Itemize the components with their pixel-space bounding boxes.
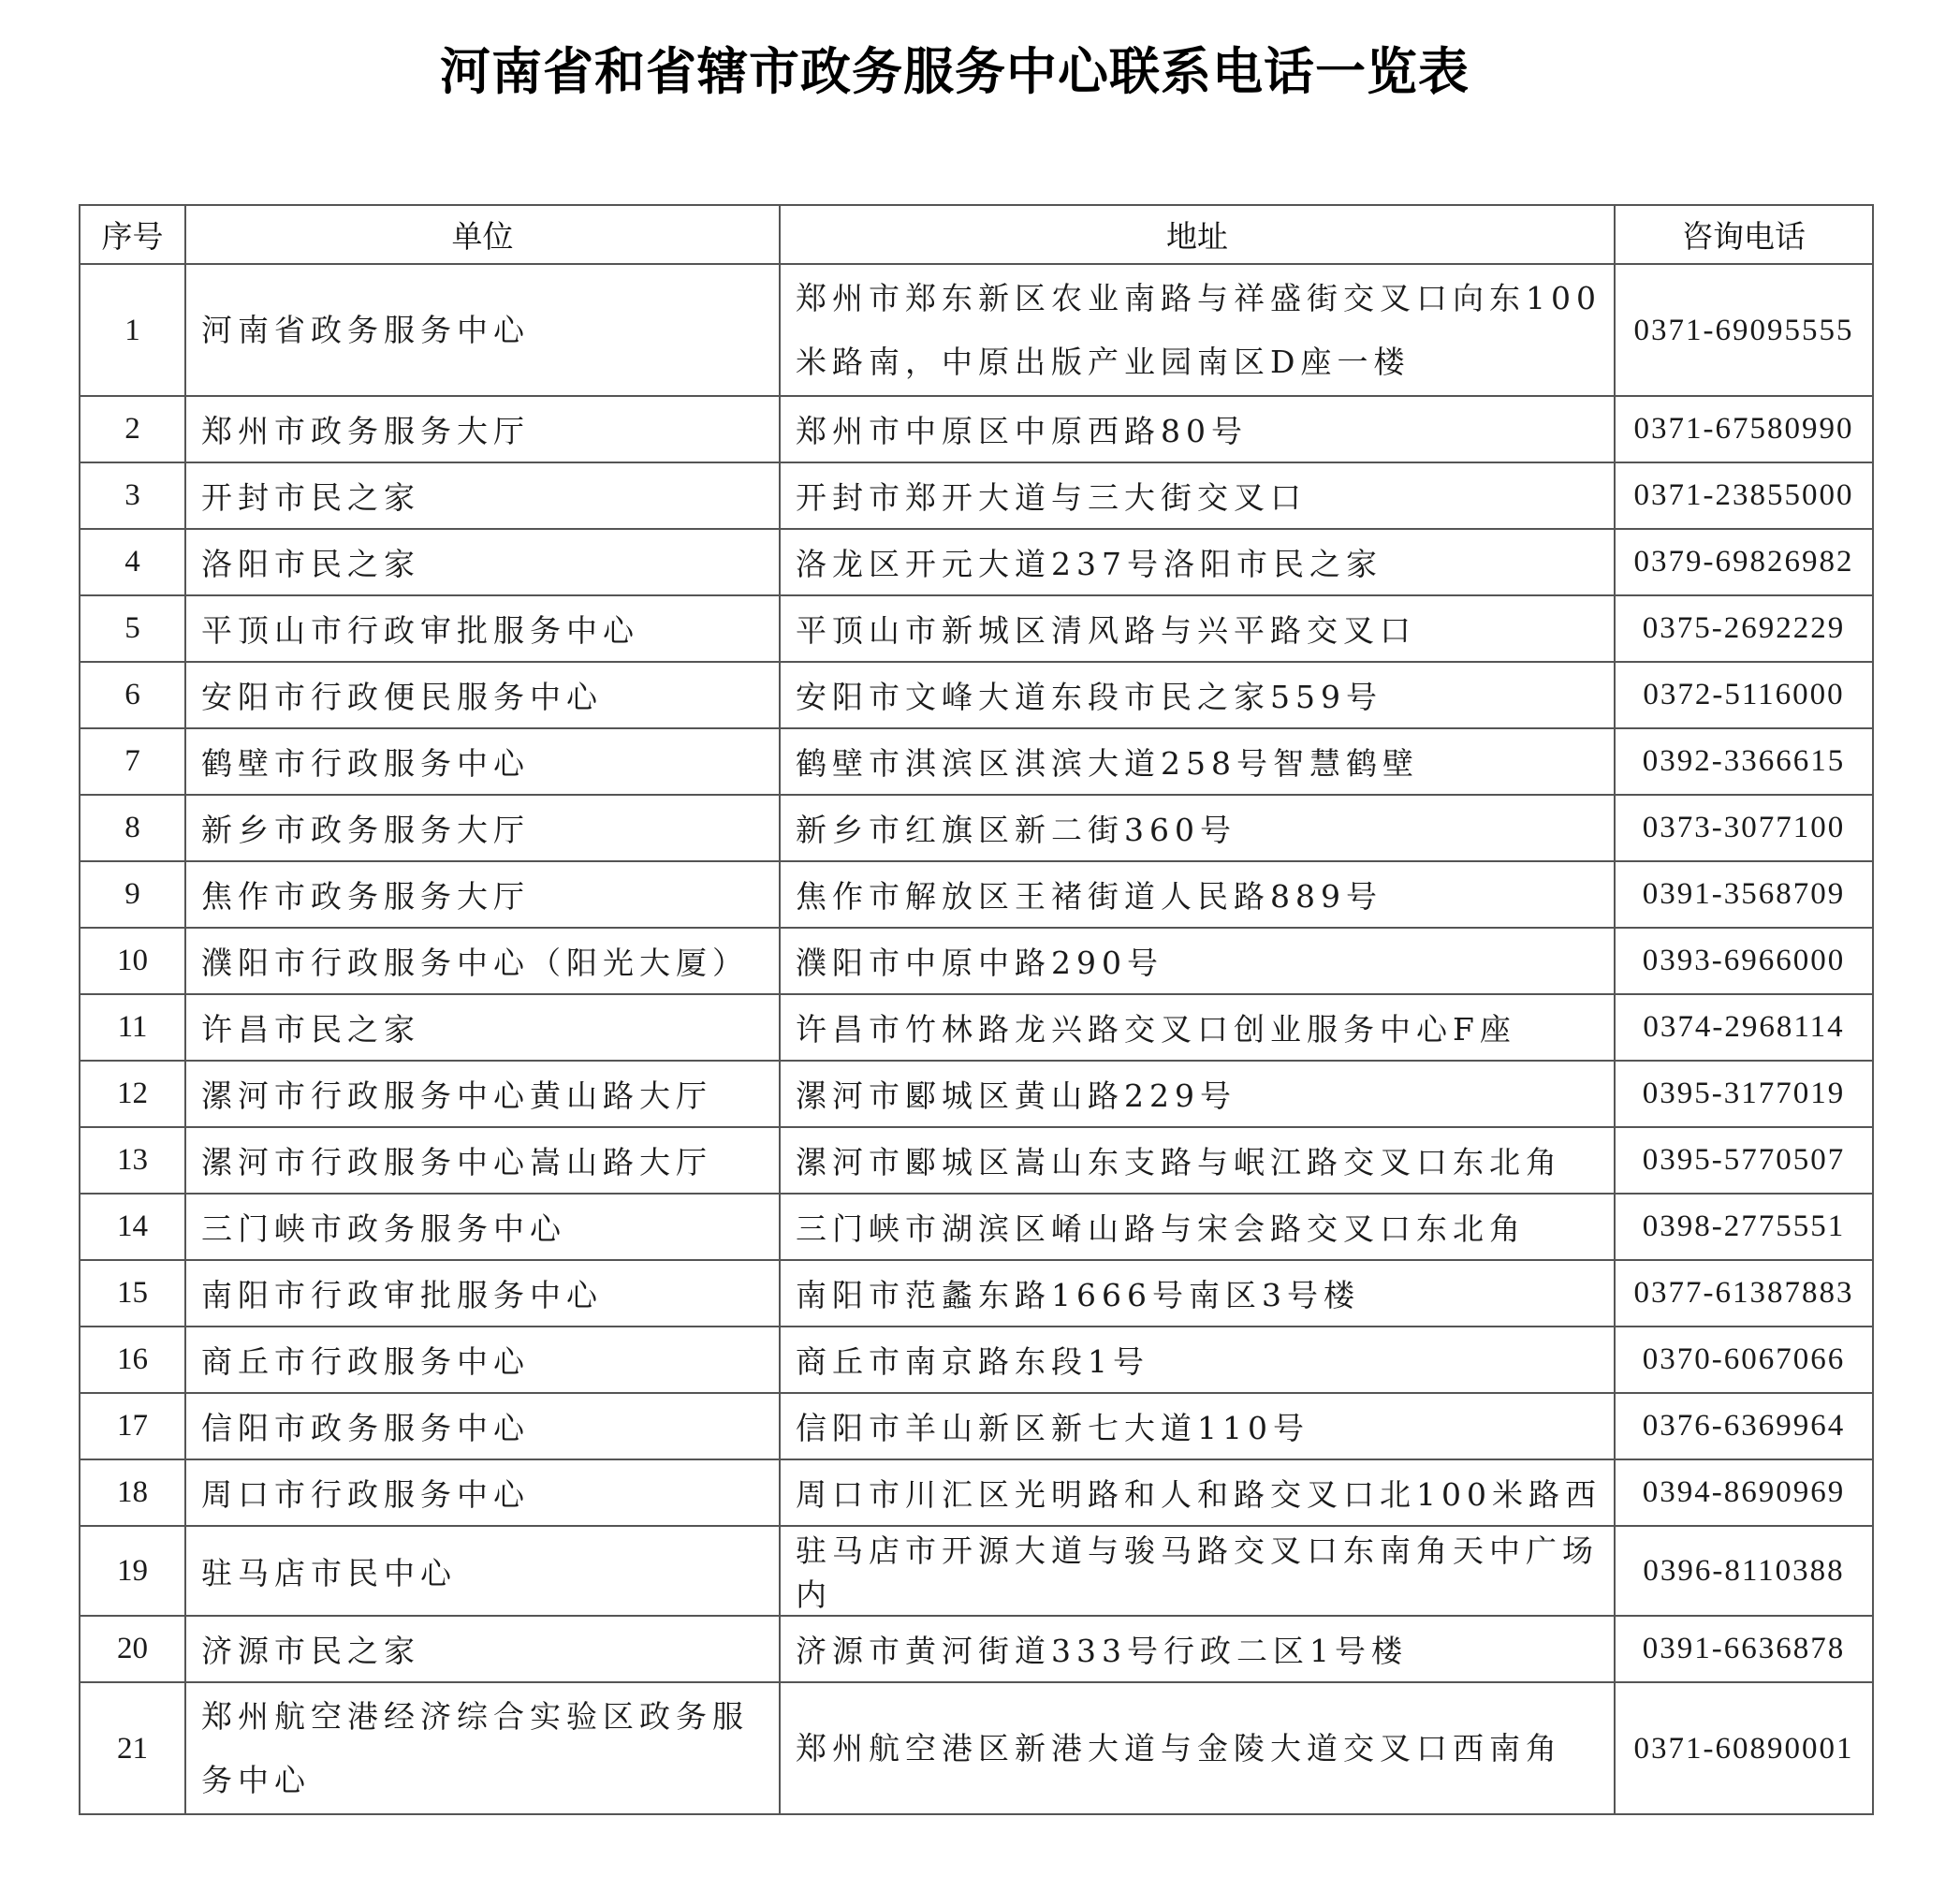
- row-address: 漯河市郾城区黄山路229号: [780, 1061, 1615, 1127]
- table-row: [80, 928, 1873, 994]
- row-address: 郑州航空港区新港大道与金陵大道交叉口西南角: [780, 1682, 1615, 1814]
- row-address: 许昌市竹林路龙兴路交叉口创业服务中心F座: [780, 994, 1615, 1061]
- table-row: [80, 1061, 1873, 1127]
- header-unit: 单位: [185, 205, 780, 264]
- row-no: 17: [80, 1393, 185, 1459]
- row-address: 濮阳市中原中路290号: [780, 928, 1615, 994]
- row-phone: 0395-5770507: [1615, 1127, 1873, 1194]
- row-phone: 0370-6067066: [1615, 1327, 1873, 1393]
- row-unit: 鹤壁市行政服务中心: [185, 728, 780, 795]
- row-unit: 焦作市政务服务大厅: [185, 861, 780, 928]
- row-address: 济源市黄河街道333号行政二区1号楼: [780, 1616, 1615, 1682]
- row-no: 14: [80, 1194, 185, 1260]
- row-no: 15: [80, 1260, 185, 1327]
- row-unit: 济源市民之家: [185, 1616, 780, 1682]
- table-row: [80, 396, 1873, 462]
- row-no: 20: [80, 1616, 185, 1682]
- row-no: 16: [80, 1327, 185, 1393]
- row-address: 南阳市范蠡东路1666号南区3号楼: [780, 1260, 1615, 1327]
- row-address: 焦作市解放区王褚街道人民路889号: [780, 861, 1615, 928]
- table-row: [80, 1127, 1873, 1194]
- row-unit: 商丘市行政服务中心: [185, 1327, 780, 1393]
- table-row: [80, 595, 1873, 662]
- header-phone: 咨询电话: [1615, 205, 1873, 264]
- table-row: [80, 728, 1873, 795]
- table-row: [80, 1616, 1873, 1682]
- row-unit: 信阳市政务服务中心: [185, 1393, 780, 1459]
- table-row: [80, 1327, 1873, 1393]
- table-row: [80, 462, 1873, 529]
- row-phone: 0371-60890001: [1615, 1682, 1873, 1814]
- row-unit: 漯河市行政服务中心嵩山路大厅: [185, 1127, 780, 1194]
- table-header-row: [80, 205, 1873, 264]
- table-row: [80, 529, 1873, 595]
- row-phone: 0379-69826982: [1615, 529, 1873, 595]
- row-no: 13: [80, 1127, 185, 1194]
- row-address: 信阳市羊山新区新七大道110号: [780, 1393, 1615, 1459]
- header-no: 序号: [80, 205, 185, 264]
- row-phone: 0393-6966000: [1615, 928, 1873, 994]
- row-phone: 0372-5116000: [1615, 662, 1873, 728]
- row-no: 4: [80, 529, 185, 595]
- document-title: 河南省和省辖市政务服务中心联系电话一览表: [440, 41, 1470, 101]
- table-row: [80, 795, 1873, 861]
- row-address: 驻马店市开源大道与骏马路交叉口东南角天中广场内: [780, 1526, 1615, 1616]
- row-address: 安阳市文峰大道东段市民之家559号: [780, 662, 1615, 728]
- table-row: [80, 994, 1873, 1061]
- row-phone: 0398-2775551: [1615, 1194, 1873, 1260]
- row-unit: 河南省政务服务中心: [185, 264, 780, 396]
- row-address: 平顶山市新城区清风路与兴平路交叉口: [780, 595, 1615, 662]
- row-unit: 濮阳市行政服务中心（阳光大厦）: [185, 928, 780, 994]
- row-phone: 0371-69095555: [1615, 264, 1873, 396]
- row-no: 1: [80, 264, 185, 396]
- row-address: 郑州市郑东新区农业南路与祥盛街交叉口向东100米路南，中原出版产业园南区D座一楼: [780, 264, 1615, 396]
- row-address: 洛龙区开元大道237号洛阳市民之家: [780, 529, 1615, 595]
- row-no: 3: [80, 462, 185, 529]
- row-unit: 洛阳市民之家: [185, 529, 780, 595]
- table-row: [80, 1526, 1873, 1616]
- row-address: 漯河市郾城区嵩山东支路与岷江路交叉口东北角: [780, 1127, 1615, 1194]
- table-row: [80, 1459, 1873, 1526]
- row-no: 7: [80, 728, 185, 795]
- table-row: [80, 264, 1873, 396]
- row-no: 11: [80, 994, 185, 1061]
- row-phone: 0392-3366615: [1615, 728, 1873, 795]
- row-unit: 郑州市政务服务大厅: [185, 396, 780, 462]
- row-phone: 0396-8110388: [1615, 1526, 1873, 1616]
- row-unit: 驻马店市民中心: [185, 1526, 780, 1616]
- row-unit: 安阳市行政便民服务中心: [185, 662, 780, 728]
- row-phone: 0391-3568709: [1615, 861, 1873, 928]
- row-no: 6: [80, 662, 185, 728]
- table-row: [80, 662, 1873, 728]
- row-no: 5: [80, 595, 185, 662]
- row-unit: 三门峡市政务服务中心: [185, 1194, 780, 1260]
- row-phone: 0374-2968114: [1615, 994, 1873, 1061]
- row-no: 9: [80, 861, 185, 928]
- row-address: 三门峡市湖滨区崤山路与宋会路交叉口东北角: [780, 1194, 1615, 1260]
- row-address: 商丘市南京路东段1号: [780, 1327, 1615, 1393]
- row-address: 开封市郑开大道与三大街交叉口: [780, 462, 1615, 529]
- row-unit: 郑州航空港经济综合实验区政务服务中心: [185, 1682, 780, 1814]
- row-phone: 0371-23855000: [1615, 462, 1873, 529]
- row-phone: 0391-6636878: [1615, 1616, 1873, 1682]
- row-no: 8: [80, 795, 185, 861]
- row-unit: 平顶山市行政审批服务中心: [185, 595, 780, 662]
- row-phone: 0394-8690969: [1615, 1459, 1873, 1526]
- row-address: 周口市川汇区光明路和人和路交叉口北100米路西: [780, 1459, 1615, 1526]
- table-row: [80, 861, 1873, 928]
- row-unit: 南阳市行政审批服务中心: [185, 1260, 780, 1327]
- row-phone: 0375-2692229: [1615, 595, 1873, 662]
- table-row: [80, 1682, 1873, 1814]
- row-no: 18: [80, 1459, 185, 1526]
- row-no: 12: [80, 1061, 185, 1127]
- row-phone: 0371-67580990: [1615, 396, 1873, 462]
- row-address: 新乡市红旗区新二街360号: [780, 795, 1615, 861]
- row-phone: 0376-6369964: [1615, 1393, 1873, 1459]
- row-address: 鹤壁市淇滨区淇滨大道258号智慧鹤壁: [780, 728, 1615, 795]
- row-no: 2: [80, 396, 185, 462]
- row-unit: 漯河市行政服务中心黄山路大厅: [185, 1061, 780, 1127]
- table-row: [80, 1260, 1873, 1327]
- row-unit: 开封市民之家: [185, 462, 780, 529]
- row-no: 10: [80, 928, 185, 994]
- row-phone: 0373-3077100: [1615, 795, 1873, 861]
- row-no: 19: [80, 1526, 185, 1616]
- header-address: 地址: [780, 205, 1615, 264]
- table-row: [80, 1393, 1873, 1459]
- row-phone: 0395-3177019: [1615, 1061, 1873, 1127]
- row-no: 21: [80, 1682, 185, 1814]
- row-phone: 0377-61387883: [1615, 1260, 1873, 1327]
- row-unit: 许昌市民之家: [185, 994, 780, 1061]
- row-unit: 新乡市政务服务大厅: [185, 795, 780, 861]
- contacts-table: [79, 204, 1874, 1815]
- row-address: 郑州市中原区中原西路80号: [780, 396, 1615, 462]
- row-unit: 周口市行政服务中心: [185, 1459, 780, 1526]
- table-row: [80, 1194, 1873, 1260]
